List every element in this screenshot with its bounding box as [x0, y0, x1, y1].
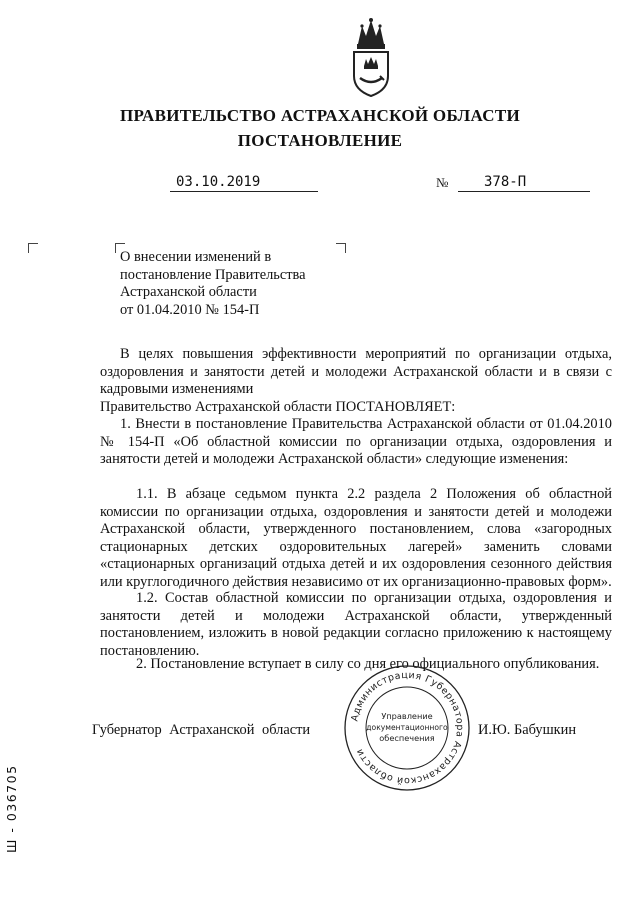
- official-stamp: [342, 663, 472, 793]
- subject-line: О внесении изменений в: [120, 249, 272, 265]
- date-field: [170, 174, 318, 192]
- signatory-name: И.Ю. Бабушкин: [478, 722, 577, 738]
- subject-line: постановление Правительства: [120, 266, 306, 283]
- document-type: ПОСТАНОВЛЕНИЕ: [237, 131, 403, 150]
- subject-line: от 01.04.2010 № 154-П: [120, 301, 260, 318]
- paragraph-1-1: 1.1. В абзаце седьмом пункта 2.2 раздела 2 Положения об областной комиссии по организации отдыха, оздоровления и занятости детей и молодежи Астраханской области, утвержденного постановлением, слова «загородных стационарных детских оздоровительных лагерей» заменить словами «стационарных организаций отдыха детей и их оздоровления сезонного действия или круглогодичного действия независимо от их организационно-правовых форм».: [100, 486, 612, 590]
- corner-mark-subject-right: [336, 243, 346, 253]
- signatory-position: Губернатор Астраханской области: [92, 722, 311, 738]
- government-title: ПРАВИТЕЛЬСТВО АСТРАХАНСКОЙ ОБЛАСТИ: [120, 106, 520, 125]
- stamp-ring-text: Администрация Губернатора Астраханской области: [349, 669, 466, 787]
- paragraph-1-2: 1.2. Состав областной комиссии по организации отдыха, оздоровления и занятости детей и молодежи Астраханской области, утвержденный постановлением, изложить в новой редакции согласно приложению к настоящему постановлению.: [100, 590, 612, 659]
- corner-mark-left: [28, 243, 38, 253]
- stamp-center-line: обеспечения: [379, 733, 435, 743]
- subject-line: Астраханской области: [120, 284, 257, 301]
- document-date: 03.10.2019: [176, 174, 261, 190]
- stamp-center-line: документационного: [366, 723, 448, 732]
- preamble-paragraph: В целях повышения эффективности мероприятий по организации отдыха, оздоровления и занятости детей и молодежи Астраханской области и в связи с кадровыми изменениями: [100, 346, 612, 398]
- paragraph-1: 1. Внести в постановление Правительства Астраханской области от 01.04.2010 № 154-П «Об областной комиссии по организации отдыха, оздоровления и занятости детей и молодежи Астраханской области» следующие изменения:: [100, 416, 612, 468]
- document-number: 378-П: [484, 174, 527, 190]
- number-sign: №: [436, 175, 449, 190]
- coat-of-arms-icon: [340, 14, 402, 98]
- subject-block: [120, 249, 306, 319]
- stamp-center-line: Управление: [381, 711, 433, 721]
- enacting-clause: Правительство Астраханской области ПОСТАНОВЛЯЕТ:: [100, 399, 456, 415]
- paragraph-2: 2. Постановление вступает в силу со дня его официального опубликования.: [136, 656, 600, 672]
- number-field: [458, 174, 590, 192]
- form-serial-number: Ш - 036705: [4, 764, 19, 853]
